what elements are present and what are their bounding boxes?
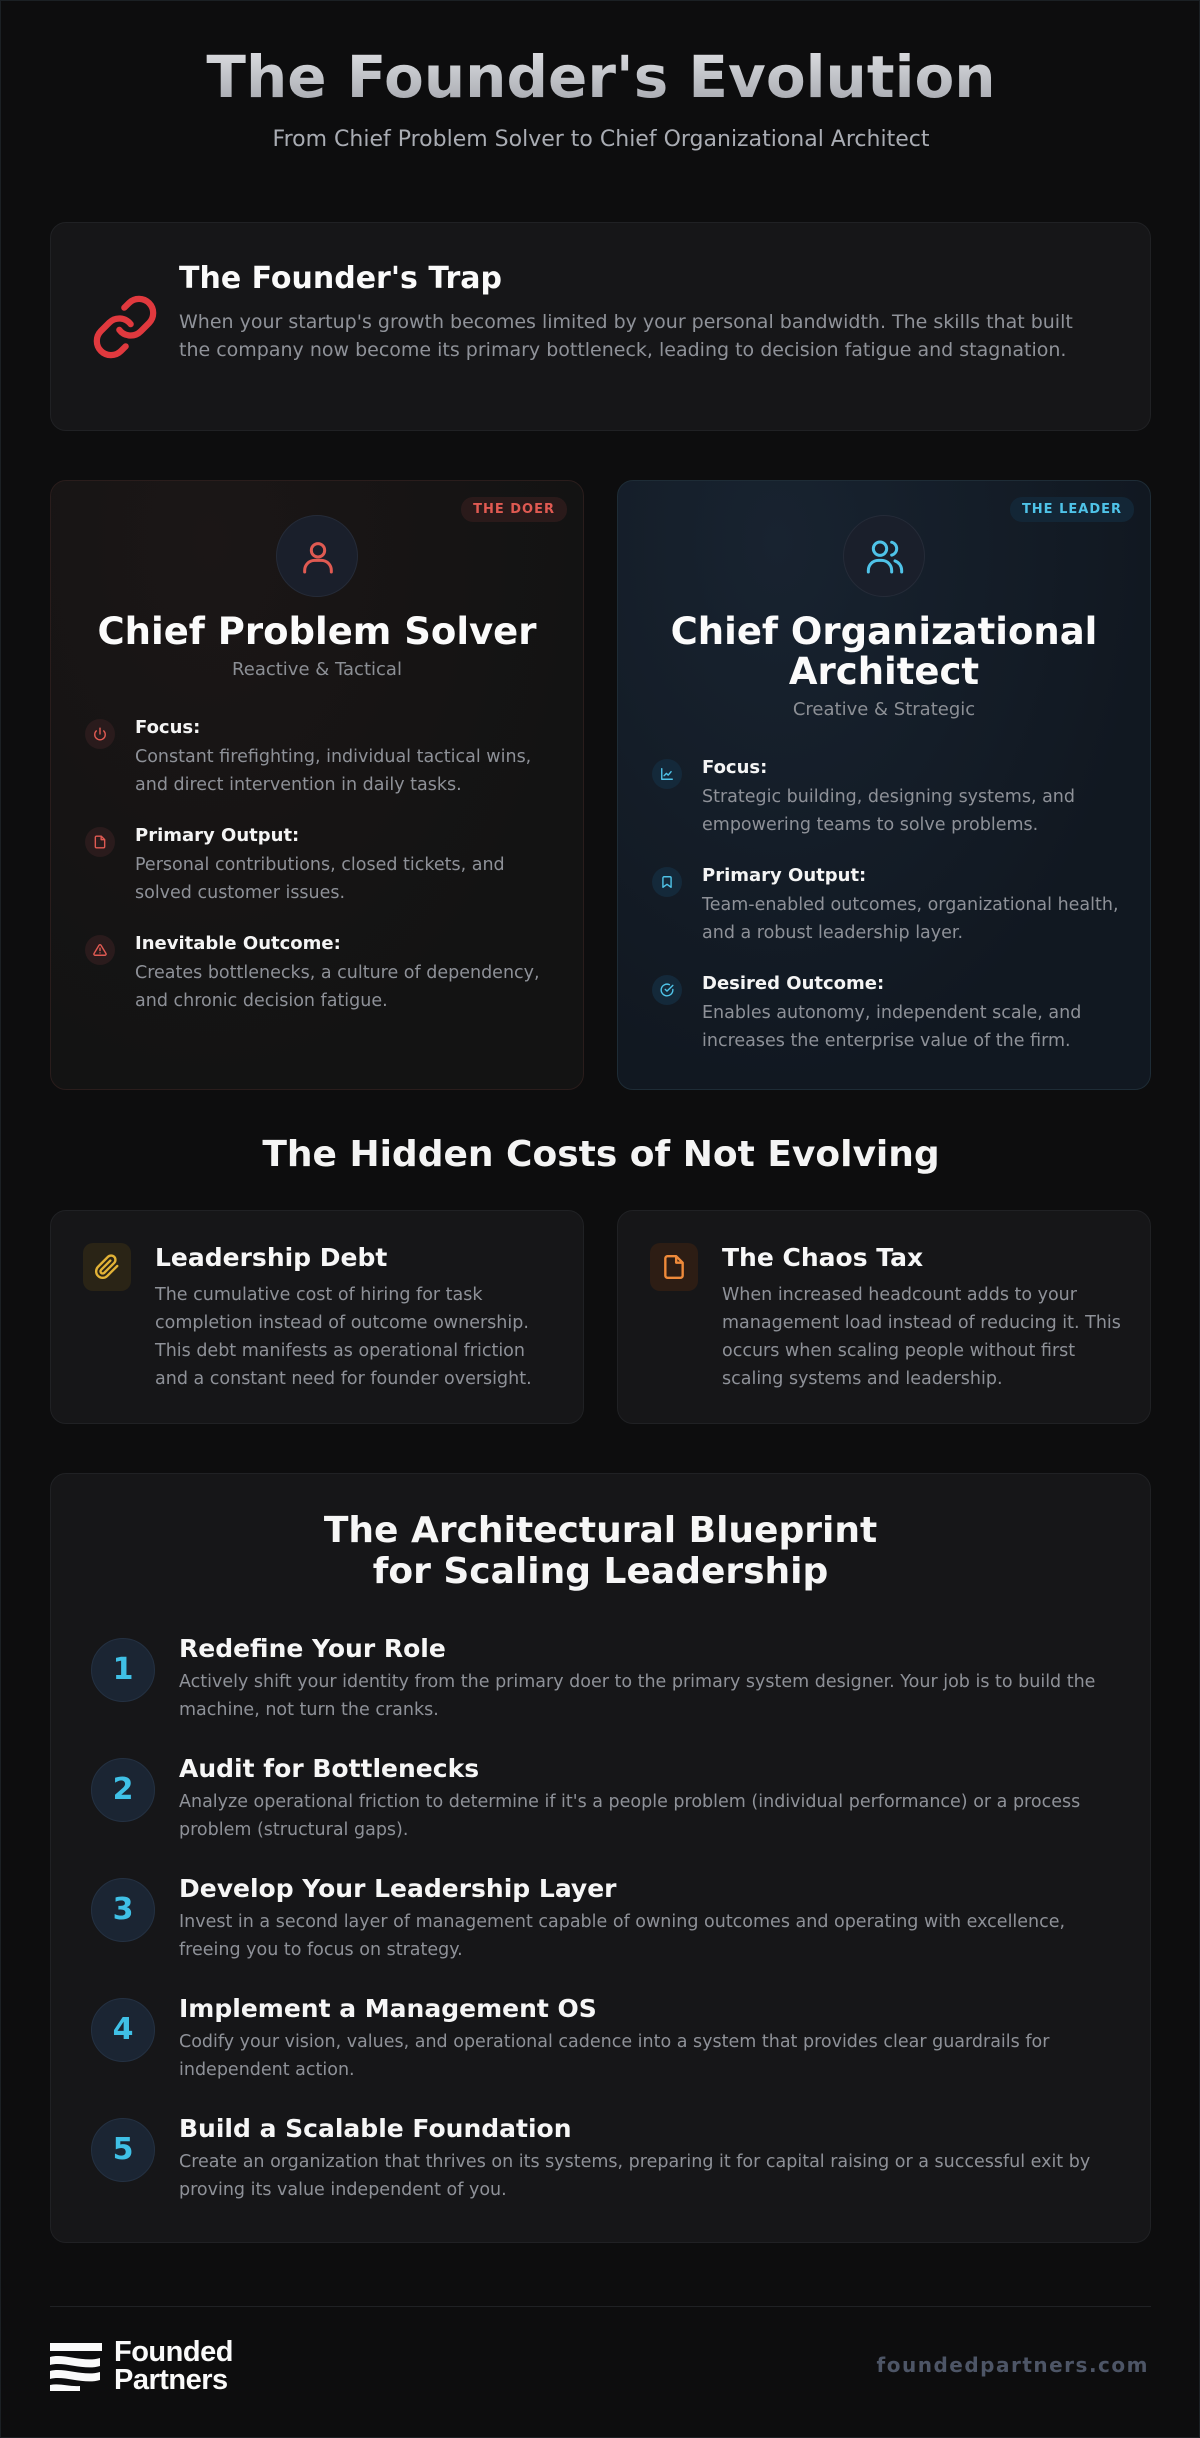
user-icon	[298, 537, 338, 577]
file-icon	[650, 1243, 698, 1291]
chain-link-icon	[91, 293, 159, 361]
cost-text: When increased headcount adds to your management load instead of reducing it. This occurs when scaling people without first scaling systems and leadership.	[722, 1285, 1121, 1389]
blueprint-step	[91, 1754, 1121, 1874]
leader-item-outcome	[652, 973, 1122, 1081]
document-icon	[85, 827, 115, 857]
leader-item-label: Primary Output:	[702, 865, 867, 886]
leader-item-label: Desired Outcome:	[702, 973, 885, 994]
step-title: Develop Your Leadership Layer	[179, 1874, 617, 1903]
leader-item-text: Enables autonomy, independent scale, and increases the enterprise value of the firm.	[702, 1003, 1082, 1051]
step-number: 5	[91, 2118, 155, 2182]
leader-avatar	[843, 515, 925, 597]
website-link[interactable]: foundedpartners.com	[876, 2353, 1149, 2377]
logo-mark-icon	[50, 2341, 102, 2391]
blueprint-step	[91, 1634, 1121, 1754]
cost-title: Leadership Debt	[155, 1243, 388, 1272]
leader-tagline: Creative & Strategic	[792, 699, 976, 720]
step-text: Invest in a second layer of management capable of owning outcomes and operating with excellence, freeing you to focus on strategy.	[179, 1912, 1066, 1960]
doer-item-label: Inevitable Outcome:	[135, 933, 341, 954]
power-icon	[85, 719, 115, 749]
header	[1, 39, 1200, 152]
step-text: Codify your vision, values, and operational cadence into a system that provides clear guardrails for independent action.	[179, 2032, 1050, 2080]
page-title: The Founder's Evolution	[1, 39, 1200, 115]
step-title: Redefine Your Role	[179, 1634, 446, 1663]
doer-item-output	[85, 825, 555, 933]
doer-item-label: Primary Output:	[135, 825, 300, 846]
doer-tagline: Reactive & Tactical	[232, 659, 402, 680]
footer-divider	[50, 2306, 1151, 2307]
leader-item-label: Focus:	[702, 757, 768, 778]
step-title: Audit for Bottlenecks	[179, 1754, 480, 1783]
doer-badge: THE DOER	[461, 497, 567, 522]
warning-icon	[85, 935, 115, 965]
step-number: 4	[91, 1998, 155, 2062]
leader-item-text: Team-enabled outcomes, organizational health, and a robust leadership layer.	[702, 895, 1119, 943]
doer-item-text: Personal contributions, closed tickets, and solved customer issues.	[135, 855, 505, 903]
founders-trap-card	[50, 222, 1151, 431]
blueprint-step	[91, 2114, 1121, 2234]
doer-item-focus	[85, 717, 555, 825]
users-icon	[865, 537, 905, 577]
step-number: 2	[91, 1758, 155, 1822]
cost-title: The Chaos Tax	[722, 1243, 924, 1272]
leader-items	[652, 757, 1122, 1081]
doer-item-text: Creates bottlenecks, a culture of dependency, and chronic decision fatigue.	[135, 963, 540, 1011]
step-title: Build a Scalable Foundation	[179, 2114, 572, 2143]
doer-item-label: Focus:	[135, 717, 201, 738]
paperclip-icon	[83, 1243, 131, 1291]
founded-partners-logo[interactable]	[50, 2336, 250, 2396]
blueprint-title: The Architectural Blueprint for Scaling Leadership	[323, 1510, 878, 1592]
leader-item-text: Strategic building, designing systems, and empowering teams to solve problems.	[702, 787, 1076, 835]
leader-title: Chief Organizational Architect	[670, 610, 1098, 693]
doer-avatar	[276, 515, 358, 597]
blueprint-card	[50, 1473, 1151, 2243]
doer-items	[85, 717, 555, 1041]
doer-item-outcome	[85, 933, 555, 1041]
bookmark-icon	[652, 867, 682, 897]
doer-item-text: Constant firefighting, individual tactical wins, and direct intervention in daily tasks.	[135, 747, 532, 795]
trap-text: When your startup's growth becomes limited by your personal bandwidth. The skills that built the company now become its primary bottleneck, leading to decision fatigue and stagnation.	[179, 311, 1073, 361]
trap-title: The Founder's Trap	[179, 261, 502, 296]
check-circle-icon	[652, 975, 682, 1005]
cost-text: The cumulative cost of hiring for task completion instead of outcome ownership. This debt manifests as operational friction and a constant need for founder oversight.	[155, 1285, 532, 1389]
leader-item-focus	[652, 757, 1122, 865]
logo-text-line2: Partners	[114, 2364, 228, 2396]
step-text: Analyze operational friction to determine if it's a people problem (individual performance) or a process problem (structural gaps).	[179, 1792, 1081, 1840]
leader-item-output	[652, 865, 1122, 973]
page-subtitle: From Chief Problem Solver to Chief Organizational Architect	[272, 127, 930, 152]
step-number: 3	[91, 1878, 155, 1942]
chart-icon	[652, 759, 682, 789]
step-text: Create an organization that thrives on its systems, preparing it for capital raising or a successful exit by proving its value independent of you.	[179, 2152, 1091, 2200]
blueprint-steps	[91, 1634, 1121, 2234]
logo-text-line1: Founded	[114, 2336, 233, 2368]
leader-badge: THE LEADER	[1010, 497, 1134, 522]
doer-title: Chief Problem Solver	[97, 610, 537, 653]
doer-card	[50, 480, 584, 1090]
step-text: Actively shift your identity from the primary doer to the primary system designer. Your job is to build the machine, not turn the cranks.	[179, 1672, 1096, 1720]
leader-card	[617, 480, 1151, 1090]
blueprint-step	[91, 1874, 1121, 1994]
hidden-costs-title: The Hidden Costs of Not Evolving	[262, 1134, 940, 1175]
blueprint-step	[91, 1994, 1121, 2114]
leadership-debt-card	[50, 1210, 584, 1424]
step-number: 1	[91, 1638, 155, 1702]
chaos-tax-card	[617, 1210, 1151, 1424]
step-title: Implement a Management OS	[179, 1994, 597, 2023]
